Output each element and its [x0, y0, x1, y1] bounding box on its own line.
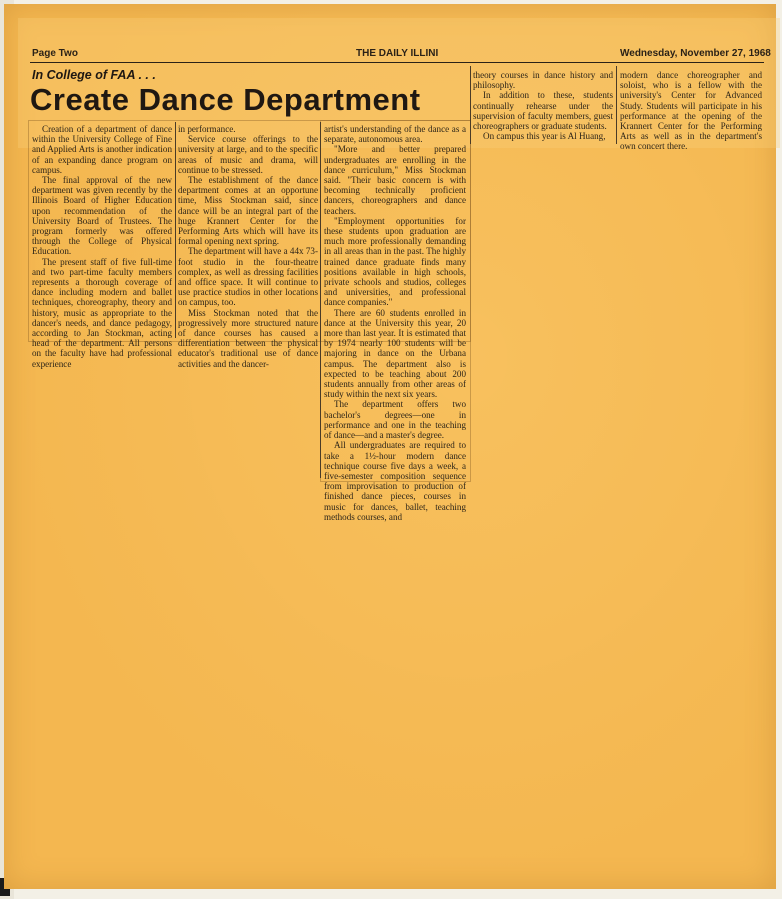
- article-kicker: In College of FAA . . .: [32, 68, 156, 82]
- paragraph: theory courses in dance history and philosophy.: [473, 70, 613, 91]
- paragraph: The present staff of five full-time and two part-time faculty members represents a thorough coverage of dance including modern and ballet techniques, choreography, theory and history, music as appropriate to the dancer's needs, and dance pedagogy, according to Jan Stockman, acting head of the department. All persons on the faculty have had professional experience: [32, 256, 172, 369]
- newspaper-name: THE DAILY ILLINI: [356, 48, 439, 59]
- paragraph: All undergraduates are required to take a 1½-hour modern dance technique course five days a week, a five-semester composition sequence from improvisation to production of finished dance pieces, courses in music for dances, ballet, teaching methods courses, and: [324, 440, 466, 522]
- article-column-1: [32, 124, 172, 369]
- paragraph: The department offers two bachelor's degrees—one in performance and one in the teaching of dance—and a master's degree.: [324, 399, 466, 441]
- column-rule: [616, 66, 617, 144]
- paragraph: In addition to these, students continually rehearse under the supervision of faculty members, guest choreographers or graduate students.: [473, 90, 613, 132]
- paragraph: Service course offerings to the university at large, and to the specific areas of music and drama, will continue to be stressed.: [178, 134, 318, 175]
- publication-date: Wednesday, November 27, 1968: [620, 48, 771, 59]
- paragraph: "More and better prepared undergraduates are enrolling in the dance curriculum," Miss Stockman said. "Their basic concern is with becoming technically proficient dancers, choreographers and dance teachers.: [324, 144, 466, 216]
- paragraph: Creation of a department of dance within the University College of Fine and Applied Arts is another indication of an expanding dance program on campus.: [32, 124, 172, 175]
- column-rule: [175, 122, 176, 338]
- paragraph: The establishment of the dance department comes at an opportune time, Miss Stockman said, since dance will be an integral part of the huge Krannert Center for the Performing Arts which will have its formal opening next spring.: [178, 175, 318, 247]
- paragraph: There are 60 students enrolled in dance at the University this year, 20 more than last year. It is estimated that by 1974 nearly 100 students will be majoring in dance on the Urbana campus. The department also is expected to be teaching about 200 students annually from other areas of study within the next six years.: [324, 307, 466, 400]
- article-headline: Create Dance Department: [30, 82, 421, 117]
- paragraph: artist's understanding of the dance as a separate, autonomous area.: [324, 124, 466, 145]
- header-rule: [30, 62, 764, 63]
- article-column-5: [620, 70, 762, 152]
- paragraph: The department will have a 44x 73-foot studio in the four-theatre complex, as well as dressing facilities and office space. It will continue to use practice studios in other locations on campus, too.: [178, 246, 318, 308]
- paragraph: Miss Stockman noted that the progressively more structured nature of dance courses has caused a differentiation between the physical educator's traditional use of dance activities and the dancer-: [178, 307, 318, 369]
- paragraph: "Employment opportunities for these students upon graduation are much more professionally demanding in all areas than in the past. The highly trained dance graduate finds many positions available in high schools, private schools and studios, colleges and universities, and professional dance companies.": [324, 215, 466, 308]
- article-column-2: [178, 124, 318, 369]
- paragraph: On campus this year is Al Huang,: [483, 131, 606, 142]
- page-number: Page Two: [32, 48, 78, 59]
- paragraph: modern dance choreographer and soloist, who is a fellow with the university's Center for Advanced Study. Students will participate in his performance at the opening of the Krannert Center for the Performing Arts as well as in the department's own concert there.: [620, 70, 762, 152]
- article-column-4: [473, 70, 613, 146]
- article-column-3: [324, 124, 466, 522]
- paragraph: in performance.: [178, 124, 236, 134]
- column-rule: [320, 122, 321, 478]
- paragraph: The final approval of the new department was given recently by the Illinois Board of Higher Education upon recommendation of the University Board of Trustees. The program formerly was offered through the College of Physical Education.: [32, 175, 172, 257]
- column-rule: [470, 66, 471, 144]
